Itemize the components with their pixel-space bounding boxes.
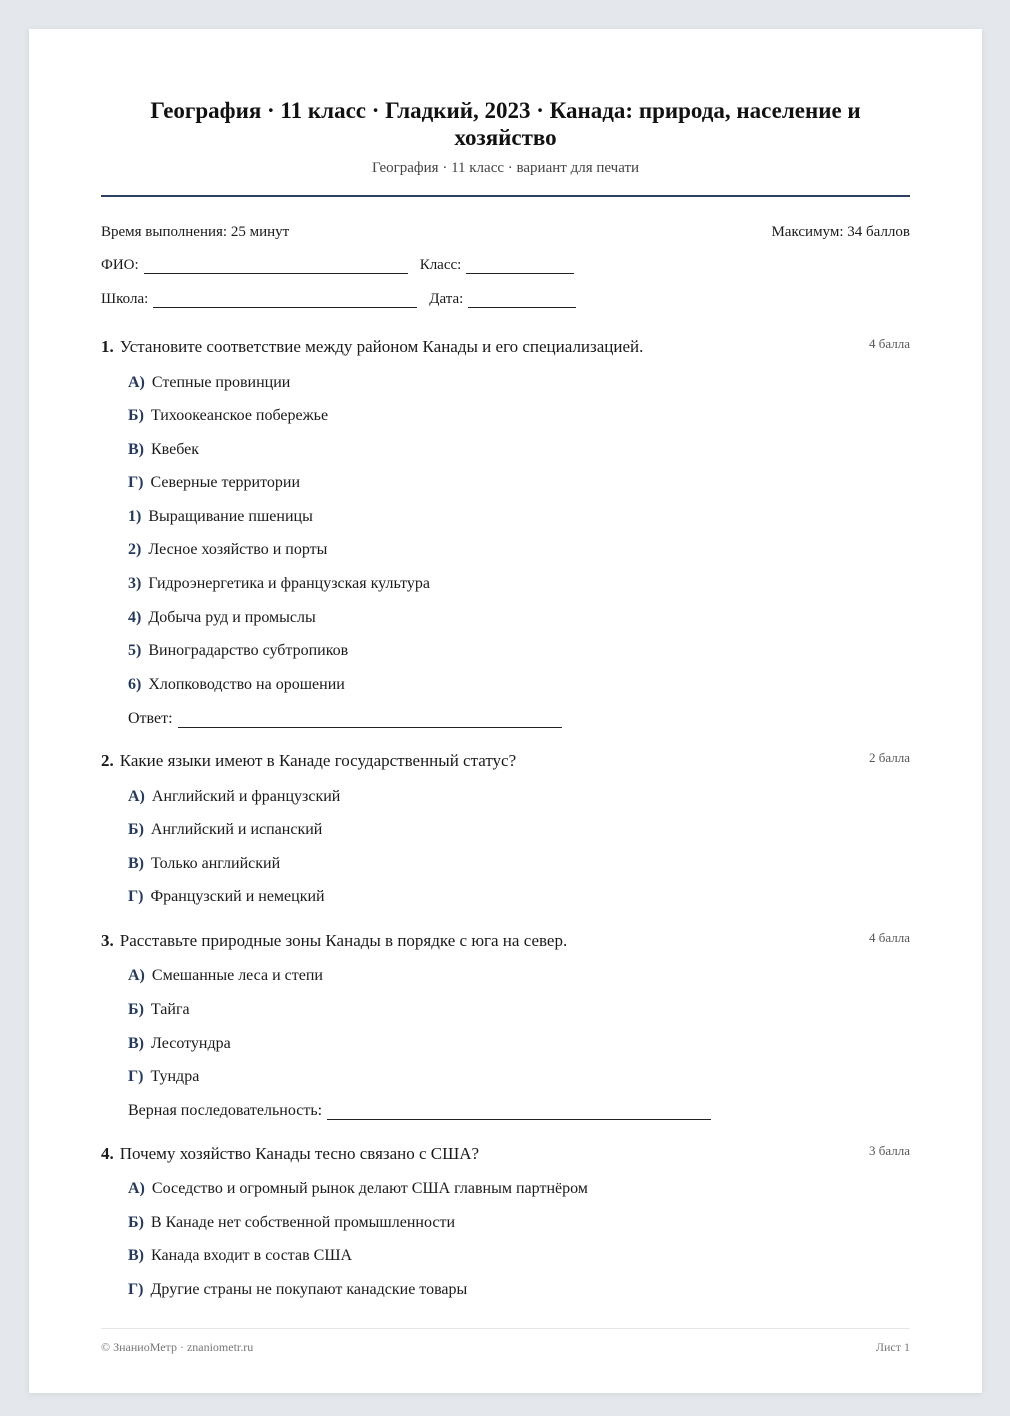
question-points: 4 балла (869, 336, 910, 351)
option-item: 5) Виноградарство субтропиков (128, 642, 349, 659)
answer-label: Верная последовательность: (128, 1102, 323, 1119)
max-score: Максимум: 34 баллов (771, 224, 910, 240)
time-limit: Время выполнения: 25 минут (101, 224, 290, 240)
page-title: География · 11 класс · Гладкий, 2023 · Канада: природа, население и хозяйство (150, 98, 861, 150)
question-number: 3. (101, 931, 114, 950)
option-item[interactable]: Б) В Канаде нет собственной промышленности (128, 1214, 456, 1231)
question-header (101, 931, 910, 951)
question-text: Установите соответствие между районом Канады и его специализацией. (119, 337, 644, 356)
option-item: А) Смешанные леса и степи (128, 967, 323, 984)
page-subtitle: География · 11 класс · вариант для печати (371, 160, 640, 176)
class-blank[interactable] (466, 260, 574, 274)
meta-row (101, 223, 910, 241)
option-item: 4) Добыча руд и промыслы (128, 609, 316, 626)
option-item: 2) Лесное хозяйство и порты (128, 541, 328, 558)
worksheet-content (101, 29, 910, 1299)
answer-blank[interactable] (178, 714, 562, 728)
name-class-row (101, 256, 910, 274)
question-header (101, 337, 910, 357)
option-item: В) Лесотундра (128, 1035, 231, 1052)
option-item[interactable]: Г) Другие страны не покупают канадские товары (128, 1281, 468, 1298)
option-item[interactable]: А) Английский и французский (128, 788, 341, 805)
option-item[interactable]: В) Только английский (128, 855, 281, 872)
question-4 (101, 1144, 910, 1299)
worksheet-page (29, 29, 982, 1393)
answer-row (128, 709, 910, 728)
answer-label: Ответ: (128, 710, 173, 727)
school-label: Школа: (101, 291, 149, 307)
footer-page-number: Лист 1 (875, 1340, 910, 1354)
option-item: А) Степные провинции (128, 374, 291, 391)
fio-blank[interactable] (144, 260, 408, 274)
question-text: Какие языки имеют в Канаде государственный статус? (119, 751, 517, 770)
question-header (101, 1144, 910, 1164)
option-item: Г) Тундра (128, 1068, 200, 1085)
option-item: 6) Хлопководство на орошении (128, 676, 345, 693)
option-item: Б) Тайга (128, 1001, 190, 1018)
option-item[interactable]: Б) Английский и испанский (128, 821, 323, 838)
option-item: В) Квебек (128, 441, 200, 458)
school-date-row (101, 290, 910, 308)
option-item: 3) Гидроэнергетика и французская культура (128, 575, 431, 592)
question-points: 2 балла (869, 750, 910, 765)
question-text: Почему хозяйство Канады тесно связано с США? (119, 1144, 480, 1163)
question-number: 1. (101, 337, 114, 356)
option-item: Г) Северные территории (128, 474, 301, 491)
question-points: 3 балла (869, 1143, 910, 1158)
question-2 (101, 751, 910, 906)
question-number: 2. (101, 751, 114, 770)
option-item[interactable]: В) Канада входит в состав США (128, 1247, 353, 1264)
option-item[interactable]: А) Соседство и огромный рынок делают США главным партнёром (128, 1180, 588, 1197)
header-divider (101, 195, 910, 197)
question-number: 4. (101, 1144, 114, 1163)
question-header (101, 751, 910, 771)
question-text: Расставьте природные зоны Канады в порядке с юга на север. (119, 931, 568, 950)
option-item: Б) Тихоокеанское побережье (128, 407, 329, 424)
date-label: Дата: (429, 291, 464, 307)
option-item: 1) Выращивание пшеницы (128, 508, 313, 525)
answer-row (128, 1101, 910, 1120)
question-1 (101, 337, 910, 728)
question-points: 4 балла (869, 930, 910, 945)
option-item[interactable]: Г) Французский и немецкий (128, 888, 325, 905)
class-label: Класс: (419, 257, 462, 273)
fio-label: ФИО: (101, 257, 139, 273)
school-blank[interactable] (153, 294, 417, 308)
answer-blank[interactable] (327, 1106, 711, 1120)
page-footer (101, 1328, 910, 1355)
date-blank[interactable] (468, 294, 576, 308)
footer-copyright: © ЗнаниоМетр · znaniometr.ru (101, 1340, 254, 1354)
question-3 (101, 931, 910, 1120)
